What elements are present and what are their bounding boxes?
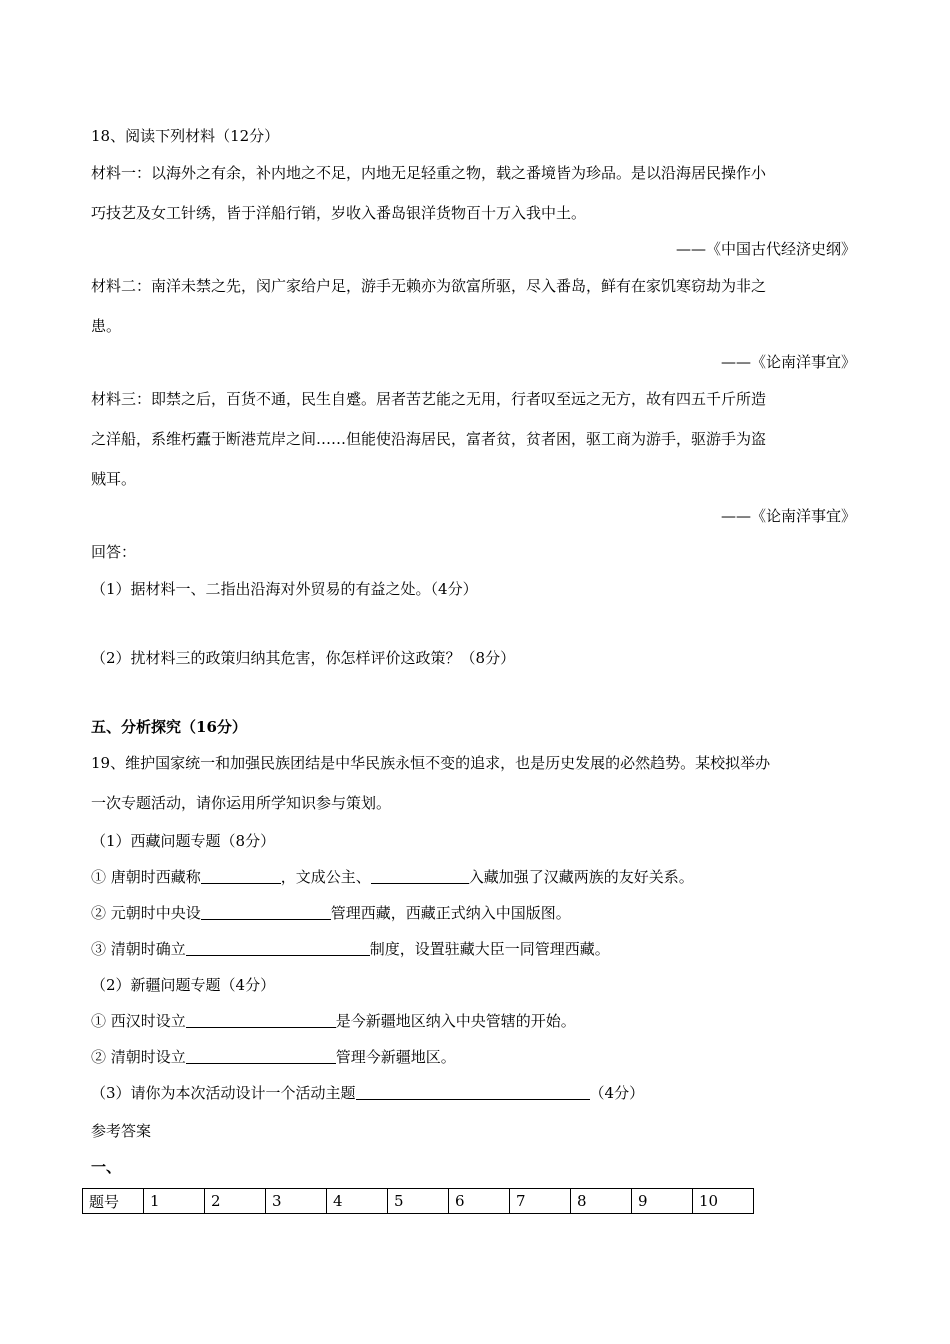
table-cell: 5 [388, 1189, 449, 1214]
table-cell: 3 [266, 1189, 327, 1214]
fill-blank[interactable] [356, 1084, 590, 1100]
tibet-item-2-text-a: ② 元朝时中央设 [91, 904, 201, 922]
tibet-item-3 [91, 939, 610, 959]
material-2-source: ——《论南洋事宜》 [720, 353, 856, 371]
fill-blank[interactable] [371, 868, 469, 884]
tibet-item-2 [91, 903, 571, 923]
material-3-source: ——《论南洋事宜》 [720, 507, 856, 525]
fill-blank[interactable] [186, 1048, 336, 1064]
material-1-line-2: 巧技艺及女工针绣，皆于洋船行销，岁收入番岛银洋货物百十万入我中土。 [91, 204, 587, 222]
table-cell: 9 [632, 1189, 693, 1214]
fill-blank[interactable] [186, 1012, 336, 1028]
table-cell: 1 [144, 1189, 205, 1214]
fill-blank[interactable] [186, 940, 370, 956]
section-5-heading: 五、分析探究（16分） [91, 718, 247, 736]
q19-intro-line-1: 19、维护国家统一和加强民族团结是中华民族永恒不变的追求，也是历史发展的必然趋势。某校拟举办 [91, 754, 771, 772]
tibet-topic-title: （1）西藏问题专题（8分） [91, 832, 276, 850]
table-cell: 6 [449, 1189, 510, 1214]
xinjiang-item-2-text-b: 管理今新疆地区。 [335, 1048, 456, 1066]
activity-theme-item [91, 1083, 644, 1103]
tibet-item-1-text-a: ① 唐朝时西藏称 [91, 868, 201, 886]
xinjiang-item-1-text-b: 是今新疆地区纳入中央管辖的开始。 [335, 1012, 576, 1030]
tibet-item-1 [91, 867, 694, 887]
table-cell: 8 [571, 1189, 632, 1214]
answer-label: 回答： [91, 543, 137, 561]
table-cell: 题号 [83, 1189, 144, 1214]
fill-blank[interactable] [201, 868, 281, 884]
reference-answers-title: 参考答案 [91, 1122, 152, 1140]
tibet-item-3-text-b: 制度，设置驻藏大臣一同管理西藏。 [369, 940, 610, 958]
answers-part-1-heading: 一、 [91, 1158, 122, 1176]
xinjiang-item-2-text-a: ② 清朝时设立 [91, 1048, 186, 1066]
q18-sub-question-1: （1）据材料一、二指出沿海对外贸易的有益之处。（4分） [91, 580, 478, 598]
material-1-line-1: 材料一：以海外之有余，补内地之不足，内地无足轻重之物，载之番境皆为珍品。是以沿海居民操作小 [91, 164, 767, 182]
xinjiang-item-1 [91, 1011, 576, 1031]
table-row [83, 1189, 754, 1214]
table-cell: 4 [327, 1189, 388, 1214]
activity-theme-text-a: （3）请你为本次活动设计一个活动主题 [91, 1084, 356, 1102]
xinjiang-item-2 [91, 1047, 456, 1067]
material-3-line-2: 之洋船，系维朽蠹于断港荒岸之间……但能使沿海居民，富者贫，贫者困，驱工商为游手，驱游手为盗 [91, 430, 767, 448]
table-cell: 7 [510, 1189, 571, 1214]
activity-theme-text-b: （4分） [589, 1084, 645, 1102]
material-3-line-3: 贼耳。 [91, 470, 137, 488]
tibet-item-1-text-b: ，文成公主、 [280, 868, 371, 886]
xinjiang-item-1-text-a: ① 西汉时设立 [91, 1012, 186, 1030]
xinjiang-topic-title: （2）新疆问题专题（4分） [91, 976, 276, 994]
q18-sub-question-2: （2）扰材料三的政策归纳其危害，你怎样评价这政策？（8分） [91, 649, 516, 667]
tibet-item-1-text-c: 入藏加强了汉藏两族的友好关系。 [468, 868, 694, 886]
table-cell: 10 [693, 1189, 754, 1214]
material-2-line-2: 患。 [91, 317, 122, 335]
table-cell: 2 [205, 1189, 266, 1214]
q19-intro-line-2: 一次专题活动，请你运用所学知识参与策划。 [91, 794, 392, 812]
tibet-item-2-text-b: 管理西藏，西藏正式纳入中国版图。 [330, 904, 571, 922]
material-1-source: ——《中国古代经济史纲》 [675, 240, 856, 258]
material-2-line-1: 材料二：南洋未禁之先，闵广家给户足，游手无赖亦为欲富所驱，尽入番岛，鲜有在家饥寒窃劫为非之 [91, 277, 767, 295]
fill-blank[interactable] [201, 904, 331, 920]
tibet-item-3-text-a: ③ 清朝时确立 [91, 940, 186, 958]
answer-table [82, 1188, 754, 1214]
material-3-line-1: 材料三：即禁之后，百货不通，民生自蹙。居者苦艺能之无用，行者叹至远之无方，故有四五千斤所造 [91, 390, 767, 408]
q18-title: 18、阅读下列材料（12分） [91, 127, 280, 145]
